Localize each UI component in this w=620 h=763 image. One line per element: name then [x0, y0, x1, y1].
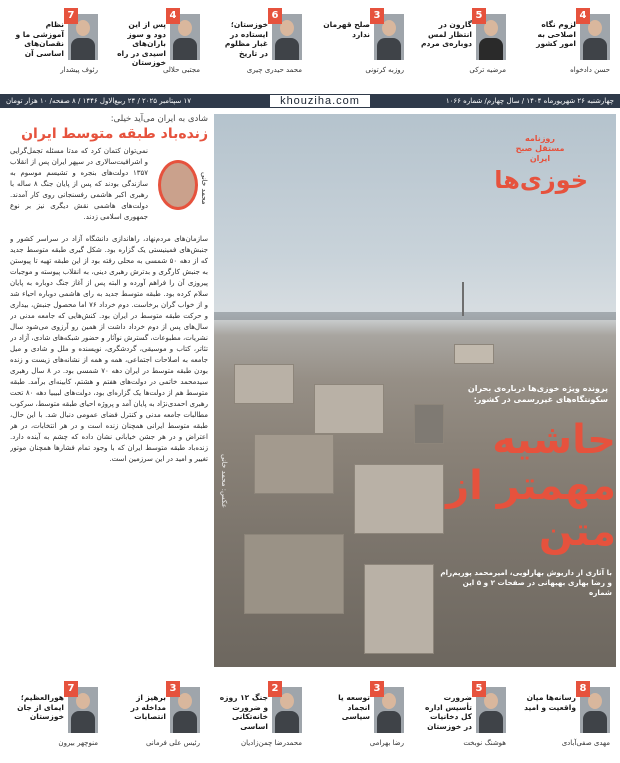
teaser-author: حسن دادخواه: [570, 66, 610, 74]
teaser-author: رئوف پیشدار: [60, 66, 98, 74]
teaser-author: روزبه کرتونی: [365, 66, 404, 74]
page-number-badge: 3: [370, 681, 384, 697]
flag-pole: [462, 282, 464, 316]
teaser-card[interactable]: [524, 681, 610, 755]
rooftop: [314, 384, 384, 434]
teaser-title: پس از این دود و سوز باران‌های اسیدی در راه خوزستان: [117, 20, 166, 67]
teaser-title: توسعه یا انجماد سیاسی: [338, 693, 370, 721]
photo-credit: عکس: محمد خانی: [220, 454, 228, 509]
page-number-badge: 8: [576, 681, 590, 697]
rooftop: [454, 344, 494, 364]
teaser-title: ضرورت تأسیس اداره کل دخانیات در خوزستان: [424, 693, 472, 731]
teaser-title: هورالعظیم؛ ایمای از جان خوزستان: [17, 693, 64, 721]
top-teaser-strip: [0, 0, 620, 86]
article-kicker: شادی به ایران می‌آید خیلی:: [110, 114, 208, 124]
page-number-badge: 5: [472, 8, 486, 24]
rooftop: [254, 434, 334, 494]
author-portrait: [152, 156, 208, 222]
teaser-title: گارون در انتظار لمس دوباره‌ی مردم: [420, 20, 472, 48]
teaser-card[interactable]: [216, 681, 302, 755]
rooftop: [364, 564, 434, 654]
page-number-badge: 7: [64, 681, 78, 697]
main-headline[interactable]: حاشیه مهمتر از متن: [446, 417, 616, 555]
article-paragraph: سازمان‌های مردم‌نهاد، راهاندازی دانشگاه آزاد در سراسر کشور و جنبش‌های فمینیستی یک گزاره بود. شکل گیری طبقه متوسط جدید که از دهه ۵۰ شمسی به محلی رفته بود از این طبقه تهیه تا پیوستن به جنبش کارگری و بدترش رهبری دینی، به انقلاب پیوسته و موجبات پیروزی آن را فراهم آورده و البته پس از آغاز جنگ دوباره به پایان سلام کرده بود. طبقه متوسط جدید به رای هاشمی دوباره احیاء شد و از خواب گران برخاست. دوم خرداد ۷۶ اما محصول جنبش، بیداری و حرکت طبقه متوسط در ایران بود. کنش‌هایی که جامعه مدنی در سال‌های پس از دوم خرداد داشت از همین رو آرزوی می‌شود سال نشریات، مطبوعات، گسترش نوآثار و حضور شبکه‌های شادی، آزاد در تئاتر، کتاب و موسیقی، گردشگری، نویسنده و ملل و شادی و میل جامعه به اصلاحات اجتماعی، همه و همه از نشانه‌های زیست و زنده بودن طبقه متوسط در ایران دهه ۷۰ شمسی بود. در ۸ سال رهبری سیدمحمد خاتمی در دولت‌های هفتم و هشتم، کابینه‌ای برآمد. طبقه متوسط هم از دولت‌ها یک گزاره‌ای بود، دولت‌های لبیبیا دهه ۸۰ تحت رهبری احمدی‌نژاد به پایان آمد و پروژه احیای طبقه متوسط، سرکوب مطالبات جامعه مدنی و کنترل فضای عمومی دنبال شد. با این حال، طبقه متوسط ایرانی همچنان زنده است و در هر انتخابات، در هر اعتراض و در هر جشن خیابانی نشان داده که چشم به آینده دارد. زنده‌باد طبقه متوسط ایران که با وجود تمام فشارها همچنان موتور تغییر و امید در این سرزمین است.: [10, 235, 208, 463]
teaser-card[interactable]: [318, 8, 404, 82]
rooftop: [244, 534, 344, 614]
teaser-card[interactable]: [216, 8, 302, 82]
article-title[interactable]: زنده‌باد طبقه متوسط ایران: [21, 126, 208, 142]
teaser-title: جنگ ۱۲ روزه و ضرورت خانه‌تکانی اساسی: [219, 693, 268, 731]
rooftop: [234, 364, 294, 404]
teaser-card[interactable]: [12, 681, 98, 755]
teaser-title: برهیز از مداخله در انتصابات: [130, 693, 166, 721]
teaser-author: مهدی صفی‌آبادی: [561, 739, 610, 747]
logo-description: روزنامه مستقل صبح ایران: [515, 134, 565, 163]
page-number-badge: 3: [166, 681, 180, 697]
teaser-title: صلح قهرمان ندارد: [323, 20, 370, 39]
page-number-badge: 3: [370, 8, 384, 24]
teaser-card[interactable]: [12, 8, 98, 82]
newspaper-logo[interactable]: [490, 128, 608, 210]
bottom-teaser-strip: [0, 677, 620, 763]
issue-date-persian: چهارشنبه ۲۶ شهریورماه ۱۴۰۴ / سال چهارم/ شماره ۱۰۶۶: [445, 97, 614, 105]
teaser-author: هوشنگ نوبخت: [463, 739, 506, 747]
author-face: [158, 160, 198, 210]
teaser-title: لزوم نگاه اصلاحی به امور کشور: [536, 20, 576, 48]
teaser-card[interactable]: [524, 8, 610, 82]
page-number-badge: 4: [166, 8, 180, 24]
teaser-card[interactable]: [318, 681, 404, 755]
teaser-title: نظام آموزشی ما و نقصان‌های اساسی آن: [15, 20, 64, 58]
opinion-article: [10, 114, 208, 667]
teaser-card[interactable]: [420, 8, 506, 82]
city-horizon: [214, 312, 616, 320]
article-paragraph: نمی‌توان کتمان کرد که مدتا مسئله تجمل‌گرایی و اشرافیت‌سالاری در سپهر ایران پس از انقلاب ۱۳۵۷ دولت‌های بنجره و تشیسم موسوم به سازندگی بودند که پس از پایان جنگ ۸ ساله با رهبری اکبر هاشمی رفسنجانی روی کار آمدند. دولت‌های هاشمی نقش دیگری نیز بر نوع جمهوری اسلامی زدند.: [10, 147, 148, 221]
page-number-badge: 2: [268, 681, 282, 697]
teaser-title: رسانه‌ها میان واقعیت و امید: [524, 693, 576, 712]
teaser-author: محمدرضا چمن‌زادیان: [240, 739, 302, 747]
teaser-author: محمد حیدری چیری: [246, 66, 302, 74]
issue-date-english: ۱۷ سپتامبر ۲۰۲۵ / ۲۴ ربیع‌الاول ۱۴۴۶ / ۸ صفحه/ ۱۰ هزار تومان: [6, 97, 192, 105]
page-number-badge: 4: [576, 8, 590, 24]
site-url[interactable]: khouziha.com: [270, 95, 370, 107]
logo-name: خوزی‌ها: [494, 166, 588, 194]
teaser-author: رئیس علی فرمانی: [145, 739, 200, 747]
teaser-author: مرضیه ترکی: [469, 66, 506, 74]
teaser-author: مجتبی حلالی: [162, 66, 200, 74]
page-number-badge: 5: [472, 681, 486, 697]
page-number-badge: 6: [268, 8, 282, 24]
page-number-badge: 7: [64, 8, 78, 24]
teaser-author: رضا بهرامی: [369, 739, 404, 747]
teaser-title: خوزستان؛ ایستاده در غبار مظلوم در تاریخ: [224, 20, 268, 58]
main-story-subline: با آثاری از داریوش بهارلویی، امیرمحمد پوریم‌رام و رضا بهاری بهبهانی در صفحات ۲ و ۵ این شماره: [440, 568, 612, 597]
teaser-author: منوچهر بیرون: [58, 739, 98, 747]
teaser-card[interactable]: [420, 681, 506, 755]
teaser-card[interactable]: [114, 8, 200, 82]
rooftop: [354, 464, 444, 534]
article-author: محمد خانی: [200, 172, 208, 205]
main-story-kicker: پرونده ویژه خوزی‌ها درباره‌ی بحران سکونتگاه‌های غیررسمی در کشور:: [467, 384, 608, 404]
teaser-card[interactable]: [114, 681, 200, 755]
